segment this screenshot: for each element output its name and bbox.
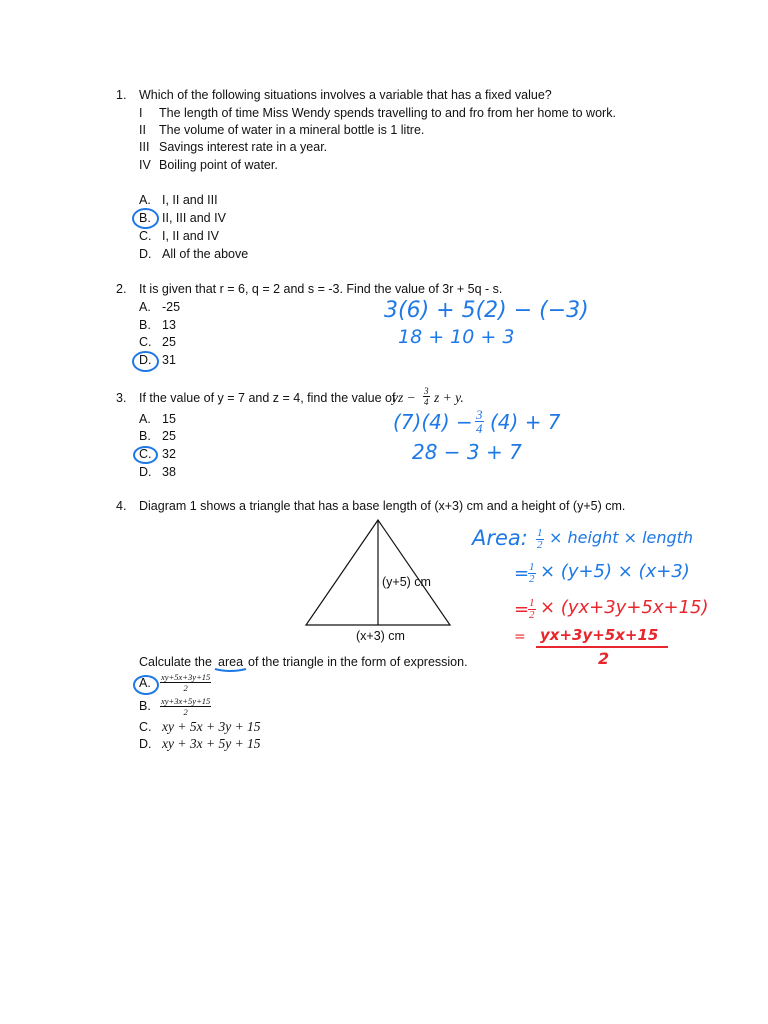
q3-working-line-1a: (7)(4) − <box>393 410 473 434</box>
fraction-denominator: 2 <box>183 707 188 717</box>
q4-working-line-2: × (y+5) × (x+3) <box>540 561 690 582</box>
fraction-denominator: 2 <box>537 539 543 551</box>
q1-statement-text: The volume of water in a mineral bottle is 1 litre. <box>159 123 425 137</box>
q4-prompt-keyword: area <box>218 655 244 669</box>
q3-working-fraction <box>475 408 484 435</box>
q4-working-half <box>528 598 536 621</box>
fraction-denominator: 2 <box>529 609 535 621</box>
q1-number: 1. <box>116 88 127 102</box>
q1-statement-roman: IV <box>139 158 151 172</box>
q1-statement-text: Savings interest rate in a year. <box>159 140 328 154</box>
q1-option-letter: B. <box>139 211 151 225</box>
q1-statement-roman: II <box>139 123 146 137</box>
q3-option-letter: C. <box>139 447 152 461</box>
q2-option-letter: B. <box>139 318 151 332</box>
fraction-denominator: 2 <box>529 573 535 585</box>
q3-option-text: 38 <box>162 465 176 479</box>
q2-working-line-2: 18 + 10 + 3 <box>398 326 515 348</box>
q2-option-text: 25 <box>162 335 176 349</box>
q4-answer-circle <box>133 675 159 695</box>
q4-option-a-fraction <box>160 672 211 693</box>
q1-option-text: I, II and III <box>162 193 218 207</box>
q2-answer-circle <box>132 351 159 372</box>
q1-text: Which of the following situations involves a variable that has a fixed value? <box>139 88 552 102</box>
q1-option-letter: D. <box>139 247 152 261</box>
q2-option-text: 13 <box>162 318 176 332</box>
q1-option-letter: C. <box>139 229 152 243</box>
q3-answer-circle <box>133 446 158 464</box>
q3-working-line-2: 28 − 3 + 7 <box>412 440 522 464</box>
q3-expression-part-b: z + y. <box>434 390 464 405</box>
fraction-numerator: 1 <box>529 561 535 573</box>
q1-option-text: All of the above <box>162 247 249 261</box>
q3-option-text: 15 <box>162 412 176 426</box>
q2-option-letter: D. <box>139 353 152 367</box>
q2-option-text: 31 <box>162 353 176 367</box>
q4-working-line-3: × (yx+3y+5x+15) <box>540 597 709 618</box>
fraction-numerator: 3 <box>476 407 483 422</box>
q3-option-text: 32 <box>162 447 176 461</box>
q4-option-letter: D. <box>139 737 152 751</box>
fraction-numerator: xy+3x+5y+15 <box>161 696 211 706</box>
q2-option-letter: C. <box>139 335 152 349</box>
q3-option-letter: D. <box>139 465 152 479</box>
q1-statement-text: Boiling point of water. <box>159 158 278 172</box>
fraction-numerator: 3 <box>424 386 429 396</box>
q4-working-equals: = <box>514 599 530 620</box>
q4-option-b-fraction <box>160 696 211 717</box>
q4-working-equals: = <box>514 629 526 645</box>
triangle-height-label: (y+5) cm <box>382 575 431 589</box>
fraction-numerator: 1 <box>529 597 535 609</box>
q3-option-letter: A. <box>139 412 151 426</box>
q4-option-letter: A. <box>139 676 151 690</box>
q1-statement-roman: III <box>139 140 150 154</box>
q4-number: 4. <box>116 499 127 513</box>
q4-option-text: xy + 5x + 3y + 15 <box>162 719 261 734</box>
q3-option-text: 25 <box>162 429 176 443</box>
q3-number: 3. <box>116 391 127 405</box>
fraction-denominator: 2 <box>183 683 188 693</box>
triangle-base-label: (x+3) cm <box>356 629 405 643</box>
q4-option-text: xy + 3x + 5y + 15 <box>162 736 261 751</box>
q1-option-text: I, II and IV <box>162 229 219 243</box>
q3-text: If the value of y = 7 and z = 4, find the value of <box>139 391 396 405</box>
q2-option-letter: A. <box>139 300 151 314</box>
q4-prompt-end: of the triangle in the form of expression. <box>248 655 468 669</box>
q4-working-line-4-denominator: 2 <box>598 649 610 668</box>
q3-expression-part-a: yz − <box>392 390 416 405</box>
q1-option-text: II, III and IV <box>162 211 226 225</box>
q1-statement-roman: I <box>139 106 143 120</box>
q4-option-letter: B. <box>139 699 151 713</box>
q2-working-line-1: 3(6) + 5(2) − (−3) <box>384 298 589 323</box>
q1-option-letter: A. <box>139 193 151 207</box>
q1-statement-text: The length of time Miss Wendy spends travelling to and fro from her home to work. <box>159 106 616 120</box>
q3-expression-fraction <box>423 386 430 407</box>
q4-text: Diagram 1 shows a triangle that has a base length of (x+3) cm and a height of (y+5) cm. <box>139 499 626 513</box>
q2-option-text: -25 <box>162 300 181 314</box>
q4-working-line-4-numerator: yx+3y+5x+15 <box>540 626 659 644</box>
fraction-denominator: 4 <box>424 397 429 407</box>
q4-working-half <box>528 562 536 585</box>
fraction-denominator: 4 <box>476 421 483 436</box>
q2-text: It is given that r = 6, q = 2 and s = -3. Find the value of 3r + 5q - s. <box>139 282 503 296</box>
q4-working-equals: = <box>514 563 530 584</box>
q4-working-area-label: Area: <box>472 526 528 550</box>
q4-working-line-1: × height × length <box>549 528 694 547</box>
fraction-numerator: xy+5x+3y+15 <box>161 672 211 682</box>
q4-prompt-start: Calculate the <box>139 655 212 669</box>
q3-working-line-1b: (4) + 7 <box>490 410 561 434</box>
fraction-numerator: 1 <box>537 527 543 539</box>
q4-option-letter: C. <box>139 720 152 734</box>
q3-option-letter: B. <box>139 429 151 443</box>
q2-number: 2. <box>116 282 127 296</box>
q1-answer-circle <box>132 208 159 229</box>
q4-working-half <box>536 528 544 551</box>
